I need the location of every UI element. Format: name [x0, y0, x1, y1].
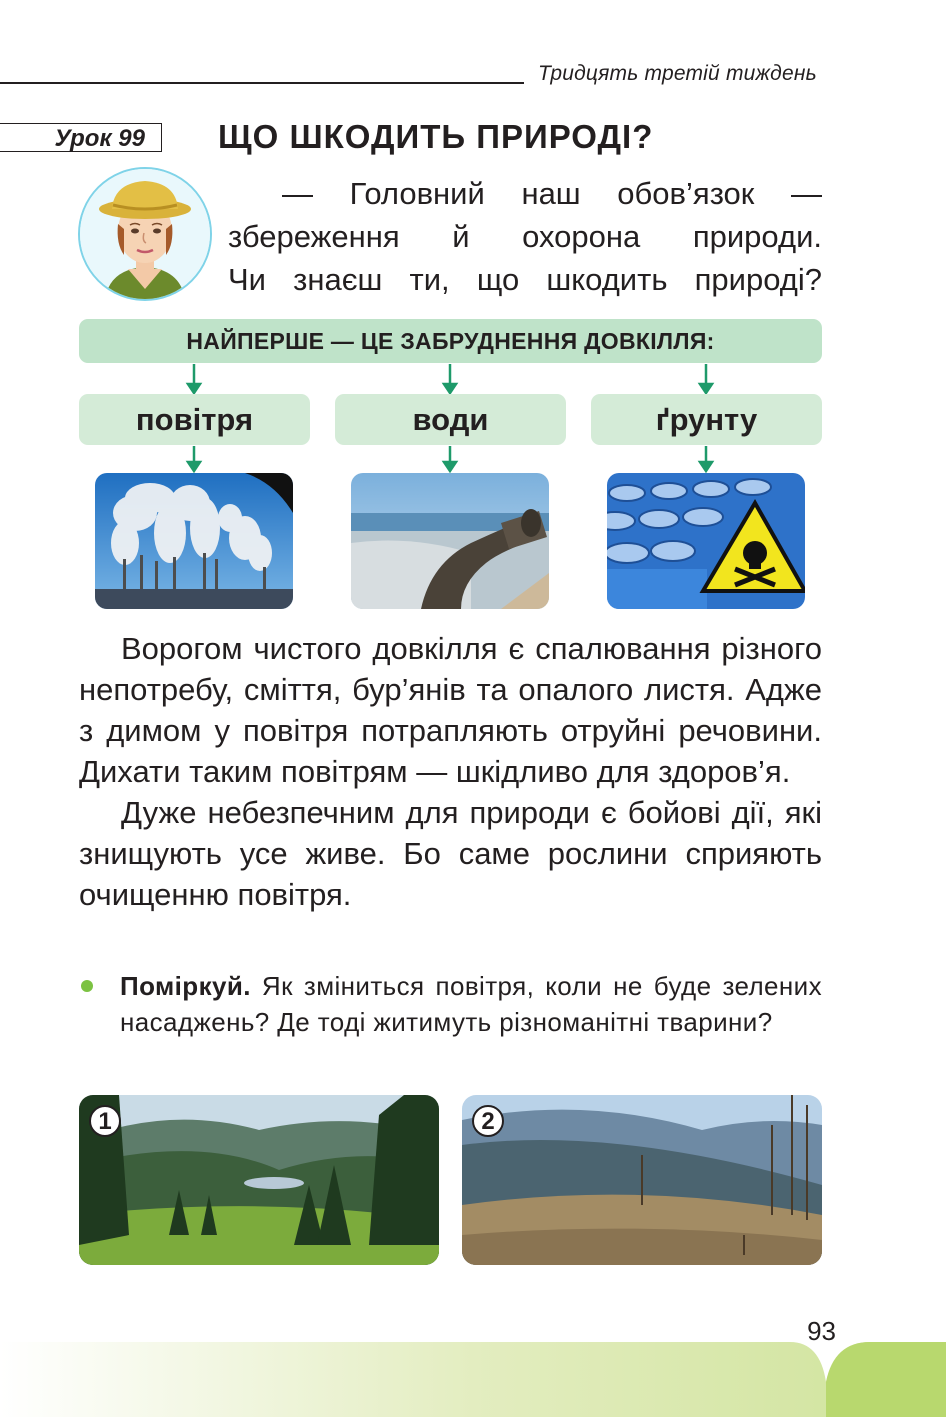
body-text: [79, 628, 822, 915]
category-soil: ґрунту: [591, 394, 822, 445]
lesson-label: Урок 99: [0, 123, 162, 152]
week-label: Тридцять третій тиждень: [538, 62, 817, 85]
bullet-icon: [81, 980, 93, 992]
paragraph-war: Дуже небезпечним для природи є бойові дії, які знищують усе живе. Бо саме рослини сприяють очищенню повітря.: [79, 795, 822, 912]
think-question: Як зміниться повітря, коли не буде зелених насаджень? Де тоді житимуть різноманітні тварини?: [120, 971, 822, 1037]
page-number: 93: [807, 1316, 836, 1346]
paragraph-burning: Ворогом чистого довкілля є спалювання різного непотребу, сміття, бур’янів та опалого листя. Адже з димом у повітря потрапляють отруйні речовини. Дихати таким повітрям — шкідливо для здоров’я.: [79, 631, 822, 789]
intro-line-2: збереження й охорона природи.: [228, 219, 822, 254]
intro-line-3: Чи знаєш ти, що шкодить природі?: [228, 262, 822, 297]
photo-number-2: 2: [472, 1105, 504, 1137]
page-title: ЩО ШКОДИТЬ ПРИРОДІ?: [218, 118, 654, 155]
soil-pollution-photo: [607, 473, 805, 609]
pollution-banner: НАЙПЕРШЕ — ЦЕ ЗАБРУДНЕННЯ ДОВКІЛЛЯ:: [79, 319, 822, 363]
deforested-photo: [462, 1095, 822, 1265]
footer-band: [0, 1342, 946, 1417]
forest-photo: [79, 1095, 439, 1265]
intro-line-1: — Головний наш обов’язок —: [282, 176, 822, 211]
water-pollution-photo: [351, 473, 549, 609]
think-task: [79, 968, 822, 1040]
category-air: повітря: [79, 394, 310, 445]
air-pollution-photo: [95, 473, 293, 609]
think-label: Поміркуй.: [120, 971, 251, 1001]
category-water: води: [335, 394, 566, 445]
photo-number-1: 1: [89, 1105, 121, 1137]
